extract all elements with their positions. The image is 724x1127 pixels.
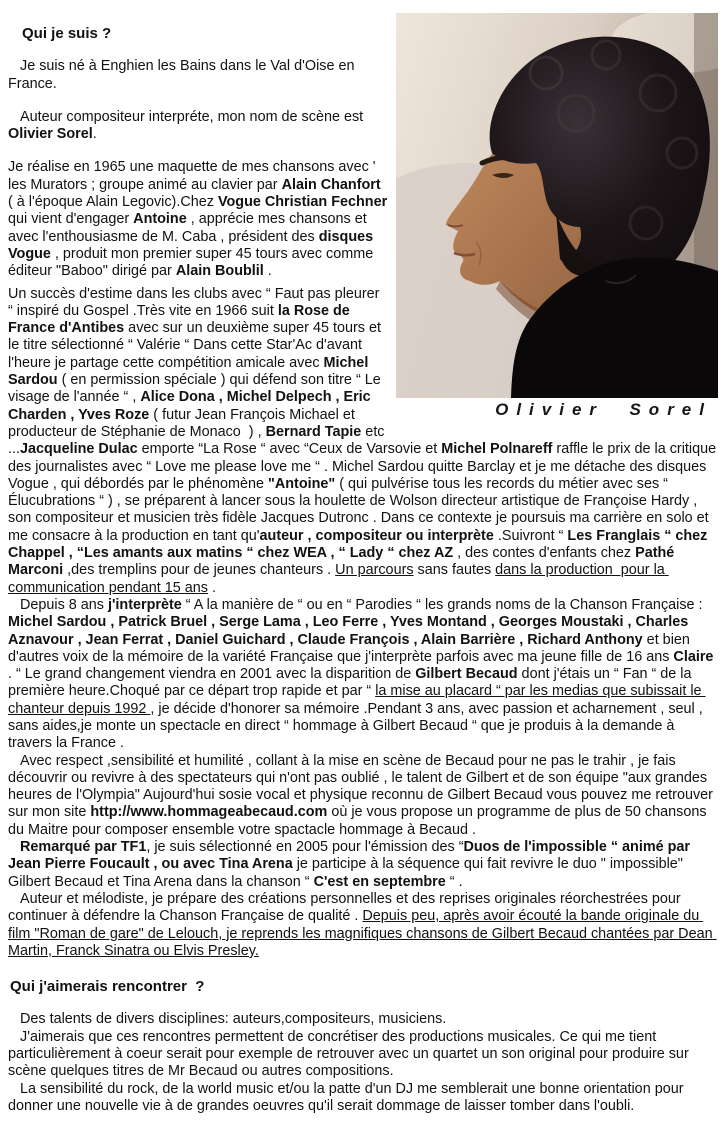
heading-meet: Qui j'aimerais rencontrer ?: [10, 978, 205, 996]
paragraph-career-1965: Je réalise en 1965 une maquette de mes chansons avec ' les Murators ; groupe animé au clavier par Alain Chanfort ( à l'époque Alain Legovic).Chez Vogue Christian Fechner qui vient d'engager Antoine , apprécie mes chansons et avec l'enthousiasme de M. Caba , président des disques Vogue , produit mon premier super 45 tours avec comme éditeur "Baboo" dirigé par Alain Boublil .: [8, 159, 392, 280]
paragraph-stage-name: Auteur compositeur interpréte, mon nom de scène est Olivier Sorel.: [8, 108, 368, 143]
heading-who-am-i: Qui je suis ?: [22, 25, 112, 42]
paragraph-auteur: Auteur et mélodiste, je prépare des créations personnelles et des reprises originales réorchestrées pour continuer à défendre la Chanson Française de qualité . Depuis peu, après avoir écouté la bande originale du film "Roman de gare" de Lelouch, je reprends les magnifiques chansons de Gilbert Becaud chantées par Dean Martin, Franck Sinatra ou Elvis Presley.: [8, 890, 717, 959]
paragraph-interpret: Depuis 8 ans j'interprète “ A la manière de “ ou en “ Parodies “ les grands noms de la Chanson Française : Michel Sardou , Patrick Bruel , Serge Lama , Leo Ferre , Yves Montand , Georges Moustaki , Charles Aznavour , Jean Ferrat , Daniel Guichard , Claude François , Alain Barrière , Richard Anthony et bien d'autres voix de la mémoire de la variété Française que j'interprète parfois avec ma jeune fille de 16 ans Claire . “ Le grand changement viendra en 2001 avec la disparition de Gilbert Becaud dont j'étais un “ Fan “ de la première heure.Choqué par ce départ trop rapide et par “ la mise au placard “ par les medias que subissait le chanteur depuis 1992 , je décide d'honorer sa mémoire .Pendant 3 ans, avec passion et acharnement , seul , sans aides,je monte un spectacle en direct “ hommage à Gilbert Becaud “ que je produis à la demande à travers la France .: [8, 596, 718, 752]
paragraph-respect: Avec respect ,sensibilité et humilité , collant à la mise en scène de Becaud pour ne pas le trahir , je fais découvrir ou revivre à des spectateurs qui n'ont pas oublié , le talent de Gilbert et de son équipe "aux grandes heures de l'Olympia" Aujourd'hui sosie vocal et physique reconnu de Gilbert Becaud vous pouvez me retrouver sur mon site http://www.hommageabecaud.com où je vous propose un programme de plus de 50 chansons du Maitre pour composer ensemble votre spactacle hommage à Becaud .: [8, 752, 717, 838]
portrait-block: [396, 13, 718, 418]
paragraph-tf1: Remarqué par TF1, je suis sélectionné en 2005 pour l'émission des “Duos de l'impossible “ animé par Jean Pierre Foucault , ou avec Tina Arena je participe à la séquence qui fait revivre le duo " impossible" Gilbert Becaud et Tina Arena dans la chanson “ C'est en septembre “ .: [8, 839, 695, 890]
paragraph-talents: Des talents de divers disciplines: auteurs,compositeurs, musiciens.: [8, 1011, 447, 1028]
paragraph-career-1966: Un succès d'estime dans les clubs avec “ Faut pas pleurer “ inspiré du Gospel .Très vite en 1966 suit la Rose de France d'Antibes avec sur un deuxième super 45 tours et le titre sélectionné “ Valérie “ Dans cette Star'Ac d'avant l'heure je partage cette compétition amicale avec Michel Sardou ( en permission spéciale ) qui défend son titre “ Le visage de l'année “ , Alice Dona , Michel Delpech , Eric Charden , Yves Roze ( futur Jean François Michael et producteur de Stéphanie de Monaco ) , Bernard Tapie etc ...Jacqueline Dulac emporte “La Rose “ avec “Ceux de Varsovie et Michel Polnareff raffle le prix de la critique des journalistes avec “ Love me please love me “ . Michel Sardou quitte Barclay et je me détache des disques Vogue , qui débordés par le phénomène "Antoine" ( qui pulvérise tous les records du métier avec ses “ Élucubrations “ ) , se préparent à lancer sous la houlette de Wolson directeur artistique de Françoise Hardy , son compositeur et musicien très fidèle Jacques Dutronc . Dans ce contexte je poursuis ma carrière en solo et me consacre à la production en tant qu'auteur , compositeur ou interprète .Suivront “ Les Franglais “ chez Chappel , “Les amants aux matins “ chez WEA , “ Lady “ chez AZ , des contes d'enfants chez Pathé Marconi ,des tremplins pour de jeunes chanteurs . Un parcours sans fautes dans la production pour la communication pendant 15 ans .: [8, 285, 721, 596]
portrait-caption: Olivier Sorel: [495, 400, 712, 419]
portrait-photo: [396, 13, 718, 398]
paragraph-birth: Je suis né à Enghien les Bains dans le Val d'Oise en France.: [8, 58, 359, 92]
paragraph-sensibilite: La sensibilité du rock, de la world music et/ou la patte d'un DJ me semblerait une bonne orientation pour donner une nouvelle vie à de grandes oeuvres qu'il serait dommage de laisser tomber dans l'oubli.: [8, 1080, 688, 1114]
paragraph-rencontres: J'aimerais que ces rencontres permettent de concrétiser des productions musicales. Ce qui me tient particulièrement à coeur serait pour exemple de retrouver avec un quartet un son original pour produire sur scène quelques titres de Mr Becaud ou autres compositions.: [8, 1028, 693, 1080]
